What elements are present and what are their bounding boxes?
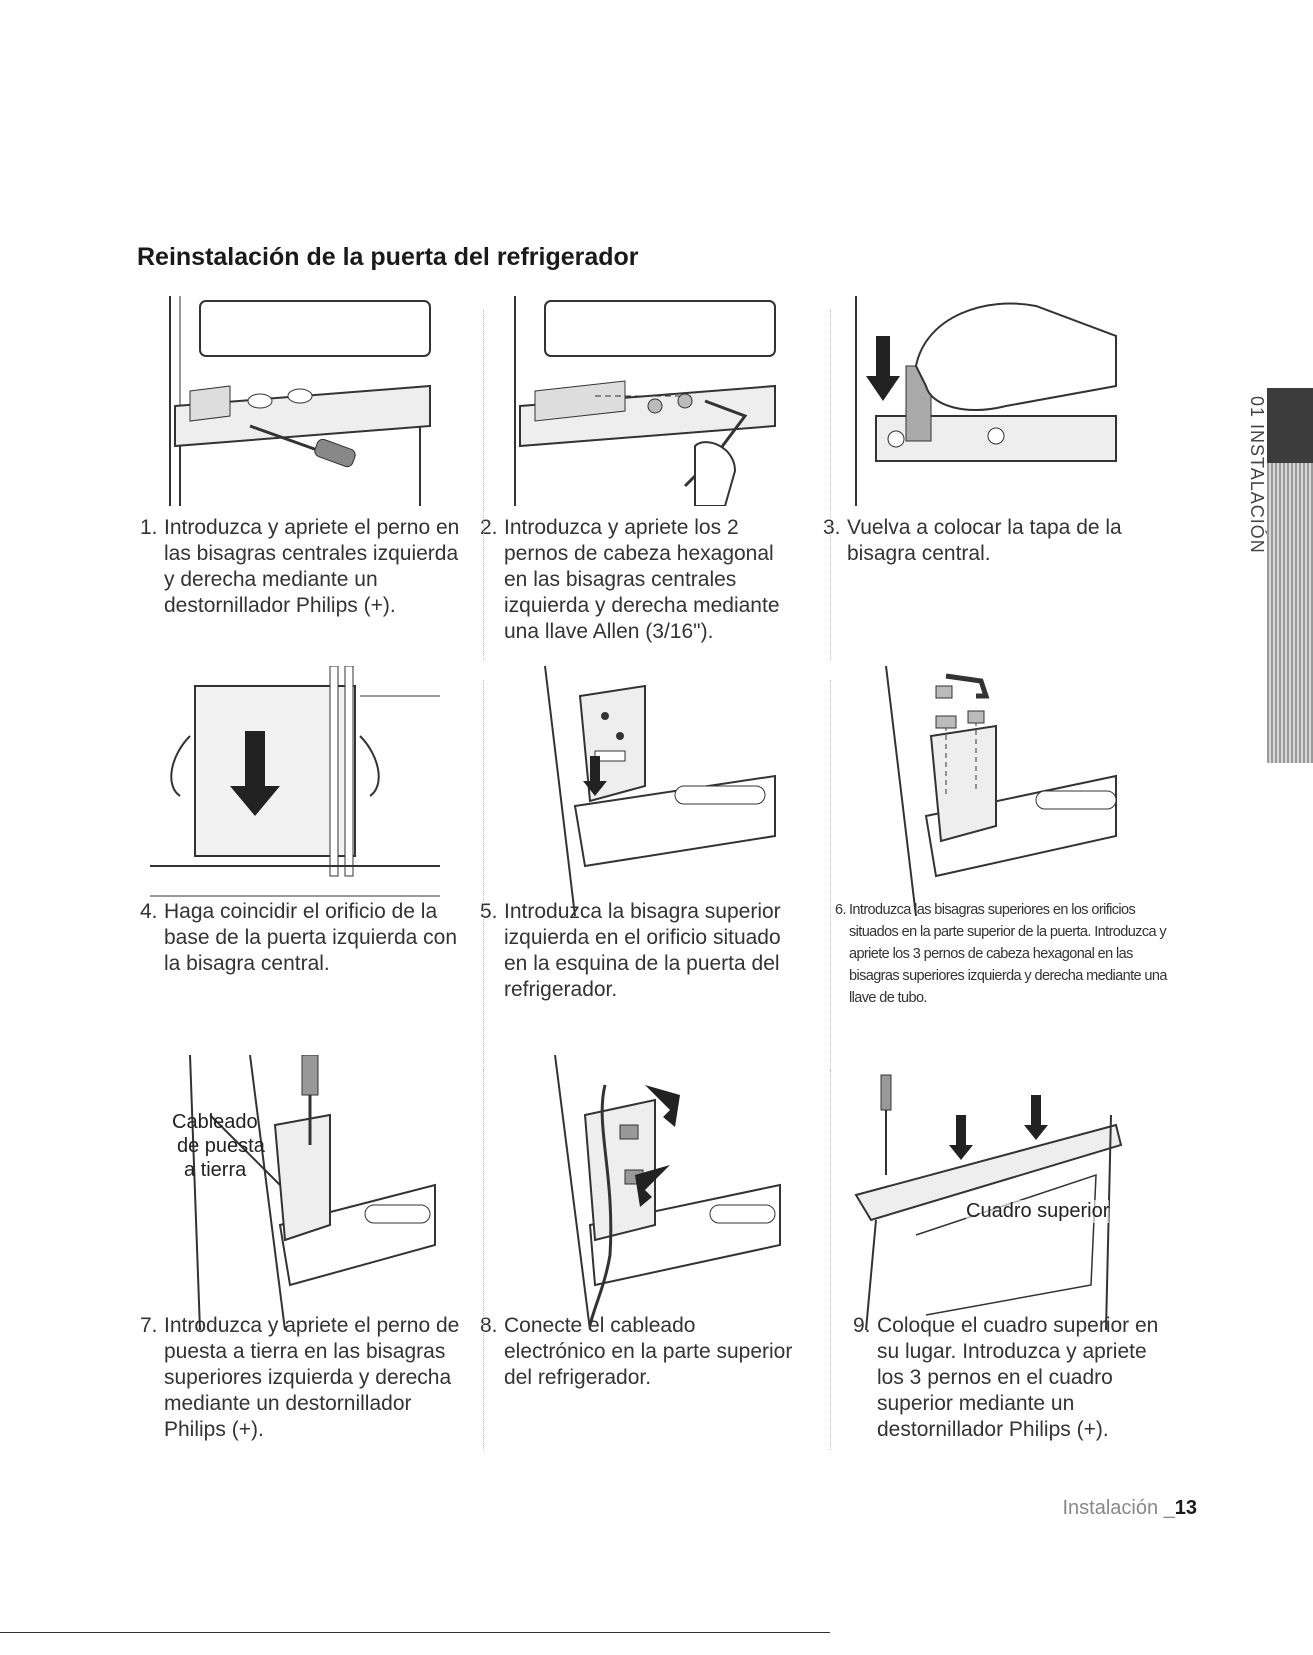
step-number: 3.: [823, 516, 841, 539]
step-1-caption: [140, 515, 460, 619]
side-tab-dark-bar: [1267, 388, 1313, 463]
figure-step-7: [150, 1055, 440, 1330]
step-text: Introduzca las bisagras superiores en los orificios situados en la parte superior de la puerta. Introduzca y apriete los 3 pernos de cabeza hexagonal en las bisagras superiores izquierda y derecha mediante una llave de tubo.: [849, 902, 1167, 1006]
step-text: Coloque el cuadro superior en su lugar. Introduzca y apriete los 3 pernos en el cuadro superior mediante un destornillador Philips (+).: [877, 1314, 1159, 1441]
page-title: Reinstalación de la puerta del refrigerador: [137, 243, 639, 271]
figure-step-5: [495, 666, 785, 916]
column-divider: [830, 1070, 831, 1450]
step-number: 8.: [480, 1314, 498, 1337]
step-5-caption: [480, 899, 800, 1003]
step-text: Introduzca la bisagra superior izquierda en el orificio situado en la esquina de la puerta del refrigerador.: [504, 900, 781, 1001]
step-6-caption: [835, 899, 1175, 1009]
page-footer: [1062, 1497, 1197, 1520]
step-text: Conecte el cableado electrónico en la parte superior del refrigerador.: [504, 1314, 793, 1389]
hinge-screwdriver-illustration: [150, 296, 440, 506]
figure-step-2: [495, 296, 785, 506]
section-side-tab: [1227, 388, 1313, 774]
step-text: Haga coincidir el orificio de la base de la puerta izquierda con la bisagra central.: [164, 900, 458, 975]
top-frame-illustration: [836, 1055, 1126, 1330]
step-number: 1.: [140, 516, 158, 539]
column-divider: [483, 680, 484, 1080]
ground-wire-label-line3: a tierra: [184, 1159, 247, 1181]
column-divider: [483, 1070, 484, 1450]
figure-step-6: [836, 666, 1126, 916]
top-frame-label: Cuadro superior: [966, 1200, 1110, 1222]
step-number: 6.: [835, 902, 846, 918]
side-tab-label: 01 INSTALACIÓN: [1247, 396, 1267, 554]
step-2-caption: [480, 515, 800, 645]
bottom-rule: [0, 1632, 830, 1633]
step-number: 2.: [480, 516, 498, 539]
hinge-cap-illustration: [836, 296, 1126, 506]
wiring-connect-illustration: [495, 1055, 785, 1330]
figure-step-3: [836, 296, 1126, 506]
step-number: 7.: [140, 1314, 158, 1337]
ground-wire-label-line1: Cableado: [172, 1111, 258, 1133]
step-3-caption: [823, 515, 1143, 567]
figure-step-1: [150, 296, 440, 506]
column-divider: [483, 310, 484, 660]
column-divider: [830, 310, 831, 660]
top-hinge-insert-illustration: [495, 666, 785, 916]
hinge-allen-wrench-illustration: [495, 296, 785, 506]
side-tab-light-bar: [1267, 463, 1313, 763]
column-divider: [830, 680, 831, 1080]
ground-bolt-illustration: [150, 1055, 440, 1330]
step-8-caption: [480, 1313, 800, 1391]
step-number: 5.: [480, 900, 498, 923]
figure-step-8: [495, 1055, 785, 1330]
ground-wire-label-line2: de puesta: [177, 1135, 265, 1157]
step-text: Introduzca y apriete el perno de puesta a tierra en las bisagras superiores izquierda y derecha mediante un destornillador Philips (+).: [164, 1314, 460, 1441]
step-number: 9.: [853, 1314, 871, 1337]
step-text: Introduzca y apriete el perno en las bisagras centrales izquierda y derecha mediante un destornillador Philips (+).: [164, 516, 460, 617]
figure-step-4: [150, 666, 440, 916]
step-4-caption: [140, 899, 460, 977]
page-number: 13: [1174, 1497, 1197, 1519]
step-text: Vuelva a colocar la tapa de la bisagra central.: [847, 516, 1122, 565]
step-9-caption: [853, 1313, 1173, 1443]
step-text: Introduzca y apriete los 2 pernos de cabeza hexagonal en las bisagras centrales izquierda y derecha mediante una llave Allen (3/16").: [504, 516, 780, 643]
footer-section: Instalación _: [1062, 1497, 1175, 1519]
step-7-caption: [140, 1313, 460, 1443]
ground-wire-label: [172, 1110, 265, 1182]
door-lowering-illustration: [150, 666, 440, 916]
top-hinge-bolts-illustration: [836, 666, 1126, 916]
figure-step-9: [836, 1055, 1126, 1330]
step-number: 4.: [140, 900, 158, 923]
